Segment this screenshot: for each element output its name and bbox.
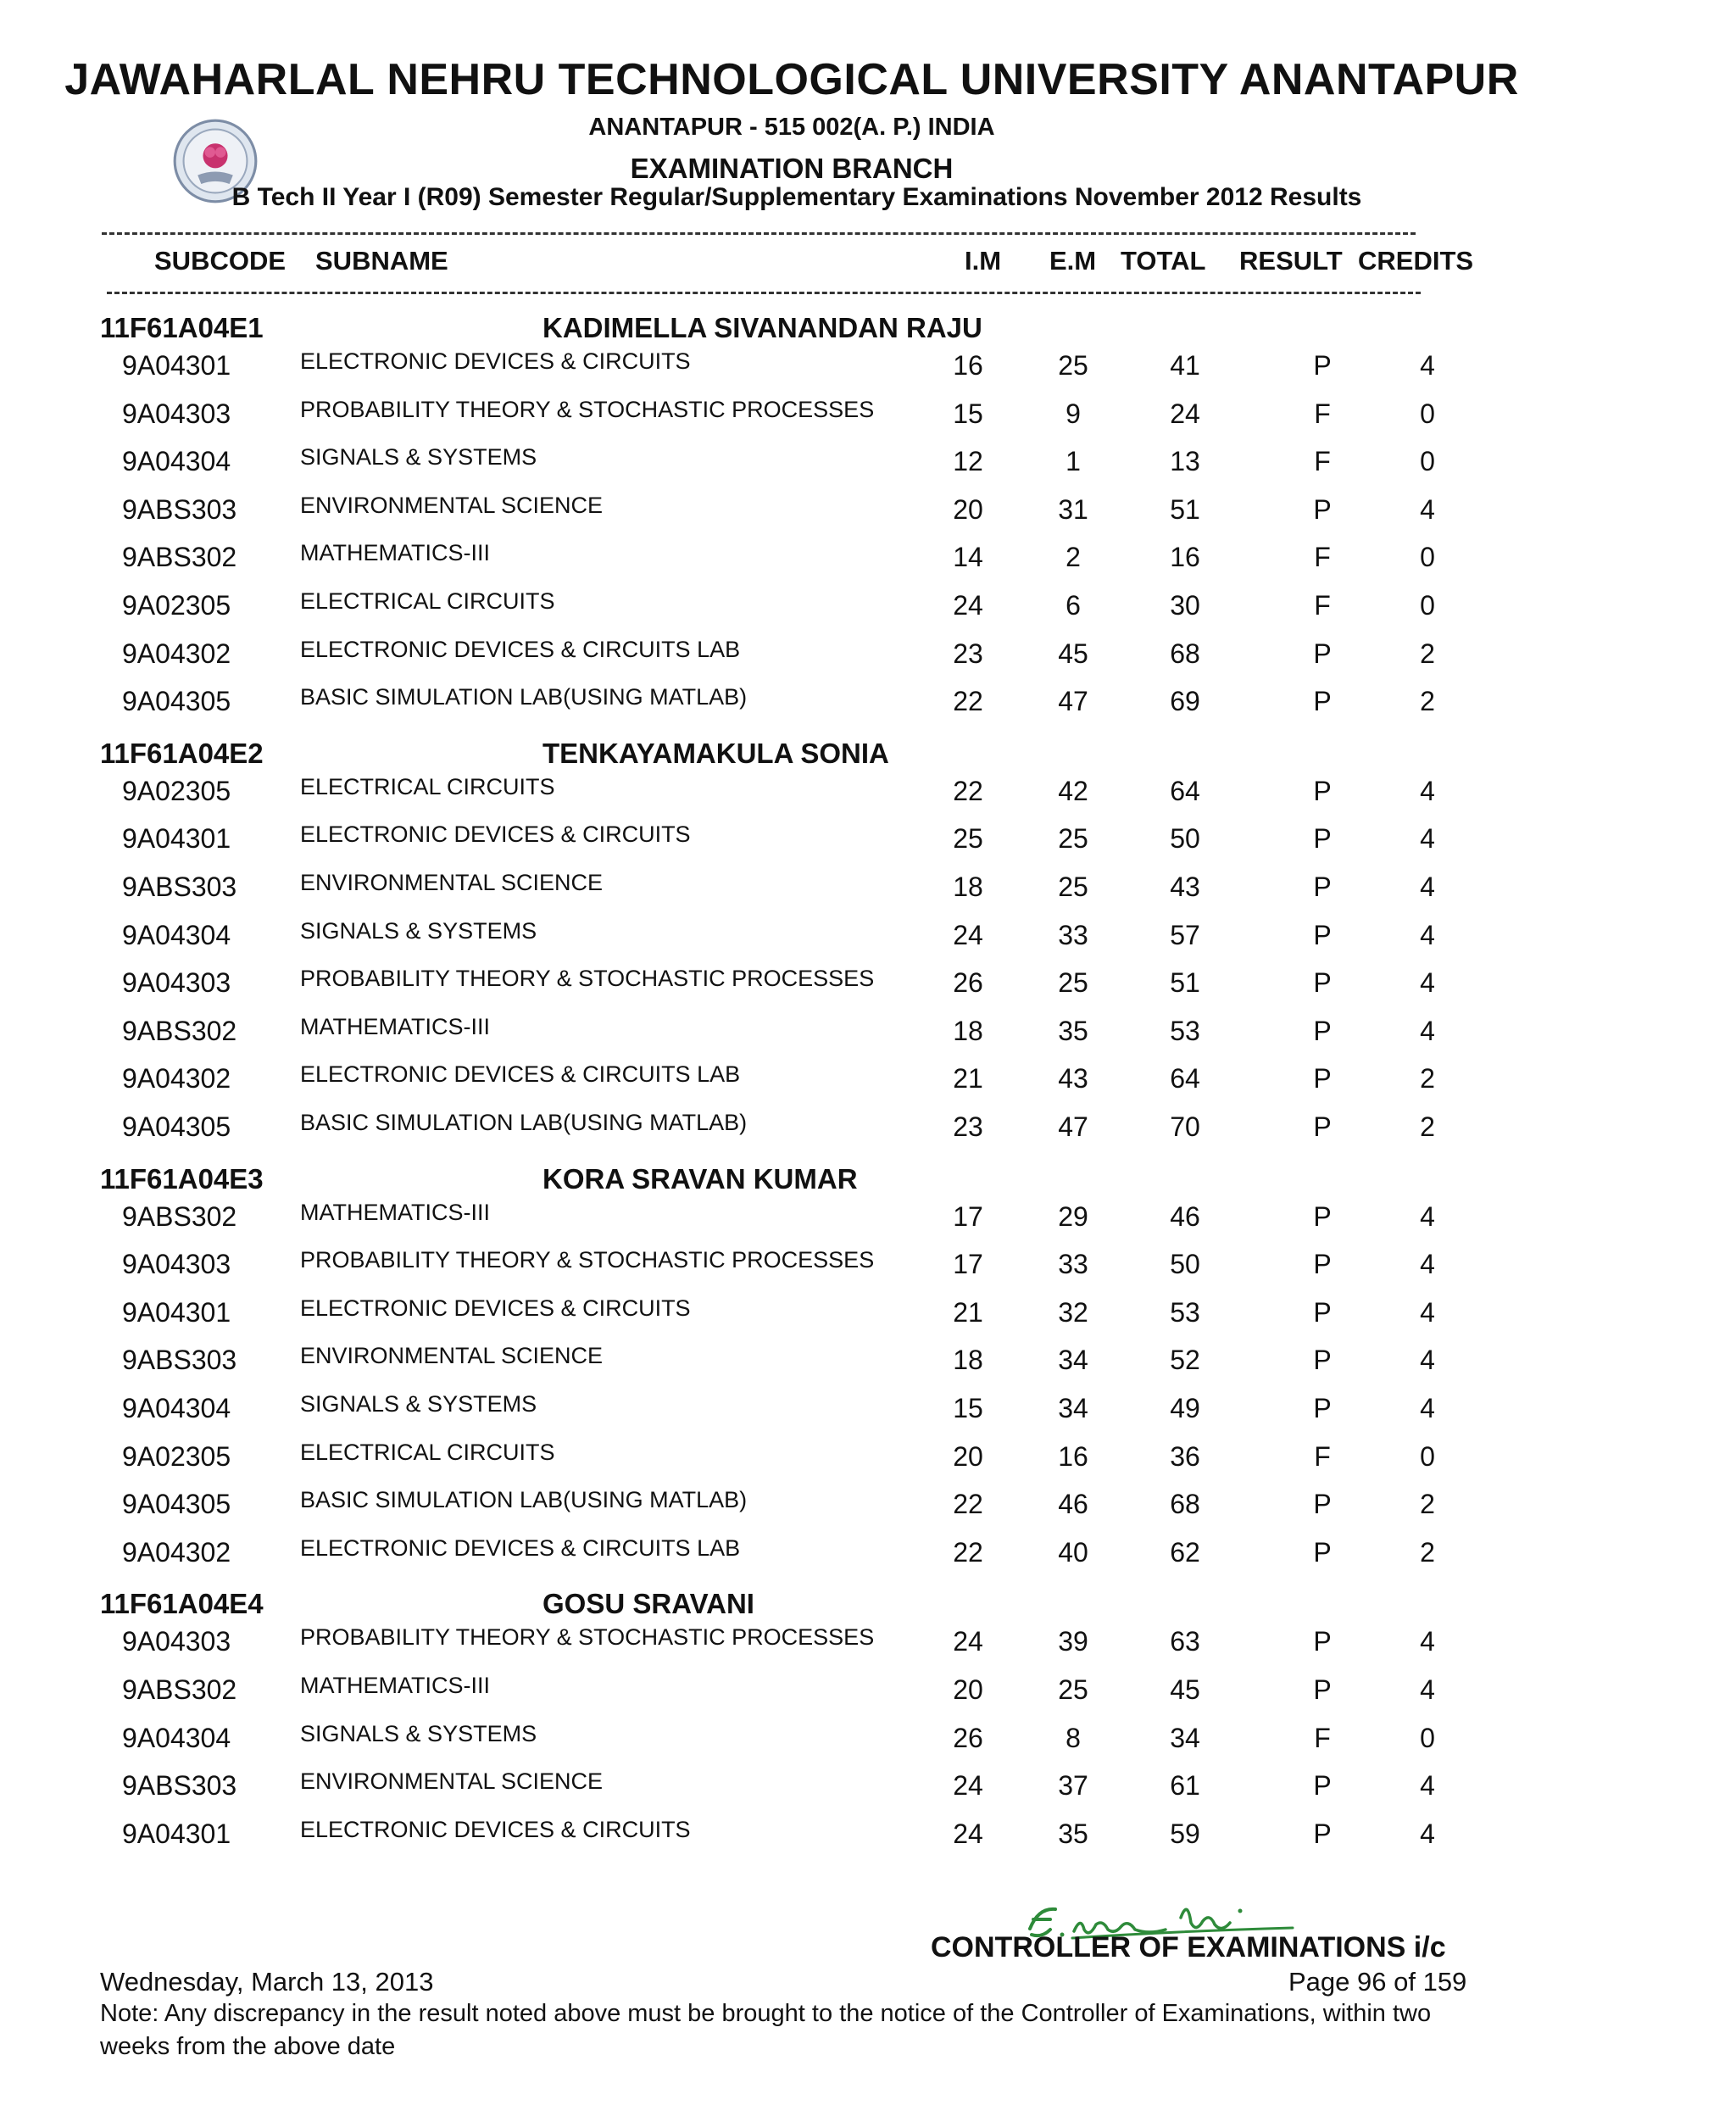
total-marks: 68	[1170, 1489, 1200, 1520]
result-status: F	[1314, 446, 1331, 477]
external-marks: 32	[1058, 1296, 1088, 1328]
internal-marks: 18	[953, 1345, 983, 1376]
total-marks: 24	[1170, 398, 1200, 429]
internal-marks: 16	[953, 350, 983, 381]
credits-earned: 4	[1420, 775, 1435, 806]
internal-marks: 23	[953, 1111, 983, 1142]
examination-branch: EXAMINATION BRANCH	[630, 153, 954, 184]
internal-marks: 26	[953, 967, 983, 999]
result-status: F	[1314, 590, 1331, 621]
internal-marks: 26	[953, 1722, 983, 1753]
controller-title: CONTROLLER OF EXAMINATIONS i/c	[931, 1931, 1446, 1963]
credits-earned: 4	[1420, 493, 1435, 525]
result-status: P	[1313, 1393, 1332, 1423]
internal-marks: 24	[953, 590, 983, 621]
credits-earned: 4	[1420, 1818, 1435, 1849]
col-header-total: TOTAL	[1121, 246, 1206, 276]
internal-marks: 22	[953, 1489, 983, 1520]
col-header-subname: SUBNAME	[315, 246, 448, 276]
total-marks: 30	[1170, 590, 1200, 621]
subject-name: BASIC SIMULATION LAB(USING MATLAB)	[300, 1487, 748, 1513]
subject-code: 9A04304	[122, 1722, 231, 1753]
header-divider-bottom	[107, 292, 1421, 294]
header-divider-top	[102, 232, 1416, 235]
page-number: Page 96 of 159	[1288, 1967, 1467, 1997]
student-name: GOSU SRAVANI	[542, 1588, 754, 1620]
result-status: P	[1313, 775, 1332, 806]
internal-marks: 21	[953, 1296, 983, 1328]
internal-marks: 12	[953, 446, 983, 477]
credits-earned: 0	[1420, 1440, 1435, 1472]
internal-marks: 24	[953, 1626, 983, 1657]
external-marks: 29	[1058, 1200, 1088, 1232]
subject-code: 9A04301	[122, 1818, 231, 1849]
subject-code: 9A04305	[122, 686, 231, 717]
total-marks: 34	[1170, 1722, 1200, 1753]
external-marks: 9	[1066, 398, 1081, 429]
external-marks: 33	[1058, 919, 1088, 950]
subject-name: SIGNALS & SYSTEMS	[300, 1391, 537, 1417]
internal-marks: 22	[953, 686, 983, 717]
subject-name: ELECTRICAL CIRCUITS	[300, 588, 555, 614]
report-date: Wednesday, March 13, 2013	[100, 1967, 434, 1997]
result-status: P	[1313, 872, 1332, 902]
internal-marks: 24	[953, 919, 983, 950]
discrepancy-note: Note: Any discrepancy in the result noted above must be brought to the notice of the Controller of Examinations, within two weeks from the above date	[100, 2000, 1432, 2060]
subject-name: ELECTRONIC DEVICES & CIRCUITS	[300, 1295, 691, 1321]
total-marks: 64	[1170, 1063, 1200, 1094]
total-marks: 41	[1170, 350, 1200, 381]
external-marks: 37	[1058, 1770, 1088, 1802]
external-marks: 25	[1058, 872, 1088, 902]
subject-code: 9ABS303	[122, 493, 237, 525]
subject-name: PROBABILITY THEORY & STOCHASTIC PROCESSES	[300, 1624, 875, 1651]
result-status: P	[1313, 1626, 1332, 1657]
result-status: P	[1313, 1200, 1332, 1232]
internal-marks: 22	[953, 1536, 983, 1568]
internal-marks: 25	[953, 823, 983, 855]
total-marks: 50	[1170, 823, 1200, 855]
student-name: KORA SRAVAN KUMAR	[542, 1162, 858, 1195]
external-marks: 31	[1058, 493, 1088, 525]
subject-code: 9A04305	[122, 1111, 231, 1142]
student-name: KADIMELLA SIVANANDAN RAJU	[542, 312, 982, 343]
subject-code: 9A04305	[122, 1489, 231, 1520]
subject-code: 9A04304	[122, 919, 231, 950]
total-marks: 50	[1170, 1249, 1200, 1280]
external-marks: 34	[1058, 1393, 1088, 1423]
internal-marks: 17	[953, 1249, 983, 1280]
subject-name: SIGNALS & SYSTEMS	[300, 444, 537, 471]
external-marks: 43	[1058, 1063, 1088, 1094]
col-header-credits: CREDITS	[1358, 246, 1474, 276]
external-marks: 16	[1058, 1440, 1088, 1472]
result-status: F	[1314, 542, 1331, 573]
credits-earned: 2	[1420, 1063, 1435, 1094]
result-status: P	[1313, 638, 1332, 669]
subject-code: 9ABS302	[122, 1015, 237, 1046]
subject-code: 9A04304	[122, 1393, 231, 1423]
student-id: 11F61A04E3	[100, 1162, 264, 1195]
total-marks: 52	[1170, 1345, 1200, 1376]
internal-marks: 18	[953, 1015, 983, 1046]
subject-name: PROBABILITY THEORY & STOCHASTIC PROCESSES	[300, 396, 875, 422]
subject-code: 9ABS302	[122, 542, 237, 573]
subject-code: 9A04303	[122, 1249, 231, 1280]
subject-code: 9A04303	[122, 967, 231, 999]
subject-code: 9A02305	[122, 590, 231, 621]
external-marks: 35	[1058, 1015, 1088, 1046]
credits-earned: 4	[1420, 1200, 1435, 1232]
credits-earned: 4	[1420, 823, 1435, 855]
credits-earned: 4	[1420, 1249, 1435, 1280]
subject-code: 9A04302	[122, 1536, 231, 1568]
external-marks: 2	[1066, 542, 1081, 573]
subject-code: 9A02305	[122, 1440, 231, 1472]
subject-name: SIGNALS & SYSTEMS	[300, 1720, 537, 1746]
result-status: F	[1314, 1440, 1331, 1472]
result-status: P	[1313, 823, 1332, 855]
total-marks: 51	[1170, 493, 1200, 525]
subject-name: ELECTRONIC DEVICES & CIRCUITS	[300, 348, 691, 374]
credits-earned: 4	[1420, 919, 1435, 950]
total-marks: 45	[1170, 1674, 1200, 1705]
total-marks: 57	[1170, 919, 1200, 950]
result-status: P	[1313, 1489, 1332, 1520]
total-marks: 53	[1170, 1015, 1200, 1046]
subject-code: 9ABS303	[122, 1770, 237, 1802]
total-marks: 70	[1170, 1111, 1200, 1142]
col-header-result: RESULT	[1239, 246, 1343, 276]
subject-code: 9A04304	[122, 446, 231, 477]
total-marks: 61	[1170, 1770, 1200, 1802]
internal-marks: 21	[953, 1063, 983, 1094]
external-marks: 25	[1058, 823, 1088, 855]
result-status: P	[1313, 1249, 1332, 1280]
external-marks: 25	[1058, 1674, 1088, 1705]
result-status: P	[1313, 919, 1332, 950]
subject-name: MATHEMATICS-III	[300, 1199, 490, 1225]
total-marks: 63	[1170, 1626, 1200, 1657]
total-marks: 68	[1170, 638, 1200, 669]
result-status: P	[1313, 1818, 1332, 1849]
total-marks: 46	[1170, 1200, 1200, 1232]
external-marks: 39	[1058, 1626, 1088, 1657]
result-status: P	[1313, 350, 1332, 381]
subject-code: 9A04301	[122, 823, 231, 855]
total-marks: 53	[1170, 1296, 1200, 1328]
result-status: P	[1313, 1536, 1332, 1568]
credits-earned: 0	[1420, 542, 1435, 573]
subject-name: ELECTRICAL CIRCUITS	[300, 773, 555, 799]
university-title: JAWAHARLAL NEHRU TECHNOLOGICAL UNIVERSITY ANANTAPUR	[64, 55, 1519, 104]
total-marks: 13	[1170, 446, 1200, 477]
result-status: P	[1313, 1111, 1332, 1142]
internal-marks: 18	[953, 872, 983, 902]
total-marks: 49	[1170, 1393, 1200, 1423]
subject-name: MATHEMATICS-III	[300, 1013, 490, 1039]
col-header-em: E.M	[1049, 246, 1097, 276]
total-marks: 59	[1170, 1818, 1200, 1849]
subject-name: ENVIRONMENTAL SCIENCE	[300, 1343, 604, 1369]
credits-earned: 4	[1420, 1015, 1435, 1046]
subject-code: 9ABS302	[122, 1200, 237, 1232]
subject-name: BASIC SIMULATION LAB(USING MATLAB)	[300, 684, 748, 710]
credits-earned: 4	[1420, 1345, 1435, 1376]
subject-name: ELECTRICAL CIRCUITS	[300, 1439, 555, 1465]
credits-earned: 4	[1420, 1770, 1435, 1802]
result-status: F	[1314, 398, 1331, 429]
result-status: P	[1313, 1770, 1332, 1802]
internal-marks: 22	[953, 775, 983, 806]
university-address: ANANTAPUR - 515 002(A. P.) INDIA	[588, 114, 995, 141]
result-status: P	[1313, 1345, 1332, 1376]
credits-earned: 4	[1420, 1626, 1435, 1657]
result-status: P	[1313, 686, 1332, 717]
result-status: P	[1313, 1674, 1332, 1705]
subject-name: ENVIRONMENTAL SCIENCE	[300, 492, 604, 518]
external-marks: 8	[1066, 1722, 1081, 1753]
subject-name: MATHEMATICS-III	[300, 1673, 490, 1698]
subject-code: 9A04302	[122, 638, 231, 669]
total-marks: 43	[1170, 872, 1200, 902]
subject-code: 9A04303	[122, 398, 231, 429]
external-marks: 47	[1058, 686, 1088, 717]
credits-earned: 4	[1420, 350, 1435, 381]
result-status: P	[1313, 967, 1332, 999]
subject-name: MATHEMATICS-III	[300, 540, 490, 566]
student-id: 11F61A04E2	[100, 737, 264, 769]
subject-name: ELECTRONIC DEVICES & CIRCUITS LAB	[300, 1534, 741, 1561]
subject-code: 9ABS303	[122, 872, 237, 902]
subject-name: ELECTRONIC DEVICES & CIRCUITS	[300, 822, 691, 848]
credits-earned: 0	[1420, 590, 1435, 621]
total-marks: 69	[1170, 686, 1200, 717]
credits-earned: 2	[1420, 686, 1435, 717]
subject-name: ELECTRONIC DEVICES & CIRCUITS LAB	[300, 636, 741, 662]
col-header-im: I.M	[965, 246, 1002, 276]
internal-marks: 24	[953, 1818, 983, 1849]
col-header-subcode: SUBCODE	[154, 246, 287, 276]
external-marks: 40	[1058, 1536, 1088, 1568]
result-status: P	[1313, 1296, 1332, 1328]
credits-earned: 2	[1420, 638, 1435, 669]
credits-earned: 4	[1420, 1296, 1435, 1328]
external-marks: 46	[1058, 1489, 1088, 1520]
credits-earned: 4	[1420, 967, 1435, 999]
internal-marks: 20	[953, 1440, 983, 1472]
subject-code: 9A02305	[122, 775, 231, 806]
external-marks: 42	[1058, 775, 1088, 806]
internal-marks: 20	[953, 1674, 983, 1705]
subject-code: 9ABS302	[122, 1674, 237, 1705]
external-marks: 47	[1058, 1111, 1088, 1142]
student-id: 11F61A04E4	[100, 1588, 264, 1620]
subject-name: BASIC SIMULATION LAB(USING MATLAB)	[300, 1110, 748, 1135]
result-status: F	[1314, 1722, 1331, 1753]
total-marks: 36	[1170, 1440, 1200, 1472]
credits-earned: 0	[1420, 1722, 1435, 1753]
subject-name: PROBABILITY THEORY & STOCHASTIC PROCESSES	[300, 1247, 875, 1273]
subject-name: ELECTRONIC DEVICES & CIRCUITS	[300, 1816, 691, 1842]
external-marks: 1	[1066, 446, 1081, 477]
credits-earned: 2	[1420, 1536, 1435, 1568]
subject-name: ENVIRONMENTAL SCIENCE	[300, 870, 604, 895]
subject-name: SIGNALS & SYSTEMS	[300, 917, 537, 944]
result-status: P	[1313, 1063, 1332, 1094]
internal-marks: 24	[953, 1770, 983, 1802]
result-status: P	[1313, 1015, 1332, 1046]
external-marks: 6	[1066, 590, 1081, 621]
internal-marks: 15	[953, 1393, 983, 1423]
total-marks: 51	[1170, 967, 1200, 999]
external-marks: 35	[1058, 1818, 1088, 1849]
subject-name: PROBABILITY THEORY & STOCHASTIC PROCESSES	[300, 966, 875, 992]
external-marks: 25	[1058, 350, 1088, 381]
internal-marks: 23	[953, 638, 983, 669]
total-marks: 64	[1170, 775, 1200, 806]
student-id: 11F61A04E1	[100, 312, 264, 343]
credits-earned: 4	[1420, 872, 1435, 902]
internal-marks: 20	[953, 493, 983, 525]
subject-name: ENVIRONMENTAL SCIENCE	[300, 1768, 604, 1795]
internal-marks: 15	[953, 398, 983, 429]
credits-earned: 4	[1420, 1393, 1435, 1423]
external-marks: 25	[1058, 967, 1088, 999]
external-marks: 45	[1058, 638, 1088, 669]
credits-earned: 2	[1420, 1111, 1435, 1142]
subject-code: 9A04301	[122, 1296, 231, 1328]
result-status: P	[1313, 493, 1332, 525]
subject-code: 9A04302	[122, 1063, 231, 1094]
internal-marks: 14	[953, 542, 983, 573]
total-marks: 62	[1170, 1536, 1200, 1568]
internal-marks: 17	[953, 1200, 983, 1232]
credits-earned: 4	[1420, 1674, 1435, 1705]
subject-code: 9A04303	[122, 1626, 231, 1657]
subject-name: ELECTRONIC DEVICES & CIRCUITS LAB	[300, 1061, 741, 1088]
subject-code: 9ABS303	[122, 1345, 237, 1376]
credits-earned: 0	[1420, 398, 1435, 429]
external-marks: 34	[1058, 1345, 1088, 1376]
student-name: TENKAYAMAKULA SONIA	[542, 737, 889, 769]
total-marks: 16	[1170, 542, 1200, 573]
exam-title: B Tech II Year I (R09) Semester Regular/Supplementary Examinations November 2012 Results	[231, 183, 1362, 211]
subject-code: 9A04301	[122, 350, 231, 381]
credits-earned: 2	[1420, 1489, 1435, 1520]
external-marks: 33	[1058, 1249, 1088, 1280]
credits-earned: 0	[1420, 446, 1435, 477]
